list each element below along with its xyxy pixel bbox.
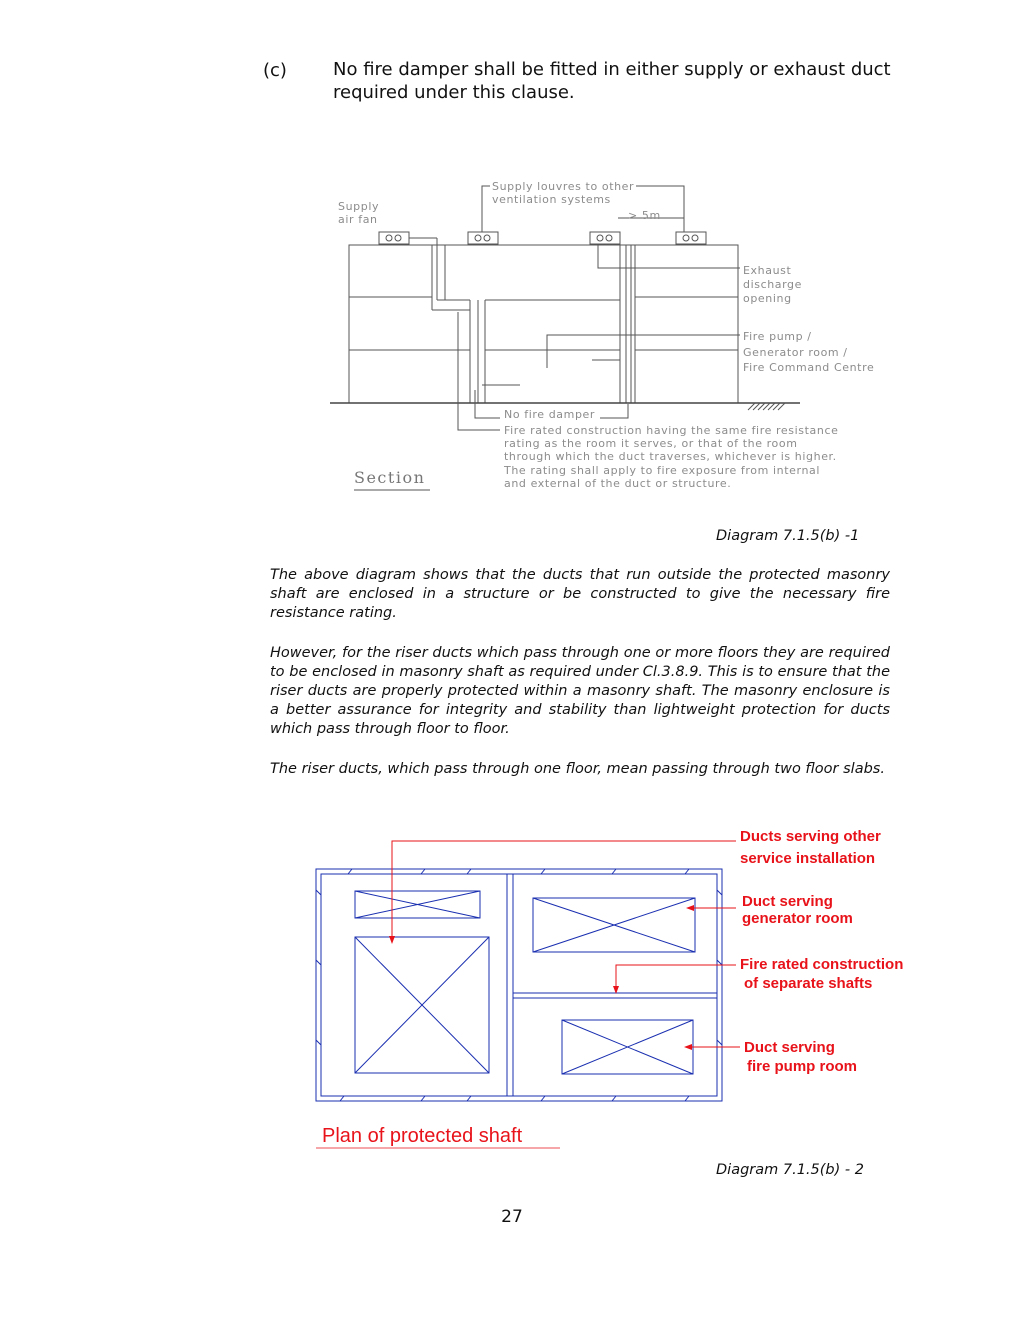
label-distance: > 5m [628,209,661,222]
label-duct-generator-1: Duct serving [742,893,833,910]
label-exhaust-1: Exhaust [743,264,792,277]
label-construction-4: The rating shall apply to fire exposure from internal [504,464,821,477]
label-no-damper: No fire damper [504,408,596,421]
label-fire-pump-3: Fire Command Centre [743,361,875,374]
section-title: Section [354,468,426,487]
label-construction-5: and external of the duct or structure. [504,477,732,490]
label-construction-2: rating as the room it serves, or that of the room [504,437,798,450]
diagram1-caption: Diagram 7.1.5(b) -1 [716,528,860,544]
paragraph-2: However, for the riser ducts which pass through one or more floors they are required to be enclosed in masonry shaft as required under Cl.3.8.9. This is to ensure that the riser ducts are properly protected within a masonry shaft. The masonry enclosure is a better assurance for integrity and stability than lightweight protection for ducts which pass through floor to floor. [270,645,890,737]
label-fire-rated-1: Fire rated construction [740,956,904,973]
label-exhaust-3: opening [743,292,792,305]
label-construction-1: Fire rated construction having the same fire resistance [504,424,839,437]
label-fire-pump-2: Generator room / [743,346,848,359]
label-duct-pump-1: Duct serving [744,1039,835,1056]
paragraph-1: The above diagram shows that the ducts that run outside the protected masonry shaft are enclosed in a structure or be constructed to give the necessary fire resistance rating. [270,567,890,621]
diagram2-caption: Diagram 7.1.5(b) - 2 [716,1162,864,1178]
label-construction-3: through which the duct traverses, whichever is higher. [504,450,837,463]
page-number: 27 [501,1207,523,1227]
label-ducts-other-1: Ducts serving other [740,828,881,845]
label-fire-pump-1: Fire pump / [743,330,812,343]
paragraph-3: The riser ducts, which pass through one floor, mean passing through two floor slabs. [270,761,885,777]
label-supply-fan-1: Supply [338,200,380,213]
label-duct-pump-2: fire pump room [747,1058,858,1075]
plan-title: Plan of protected shaft [322,1125,523,1147]
label-supply-louvres-1: Supply louvres to other [492,180,635,193]
label-fire-rated-2: of separate shafts [744,975,873,992]
label-supply-fan-2: air fan [338,213,378,226]
label-ducts-other-2: service installation [740,850,876,867]
label-supply-louvres-2: ventilation systems [492,193,611,206]
label-duct-generator-2: generator room [742,910,853,927]
clause-number: (c) [263,60,287,81]
label-exhaust-2: discharge [743,278,803,291]
clause-text: No fire damper shall be fitted in either supply or exhaust duct required under this clause. [333,59,891,103]
